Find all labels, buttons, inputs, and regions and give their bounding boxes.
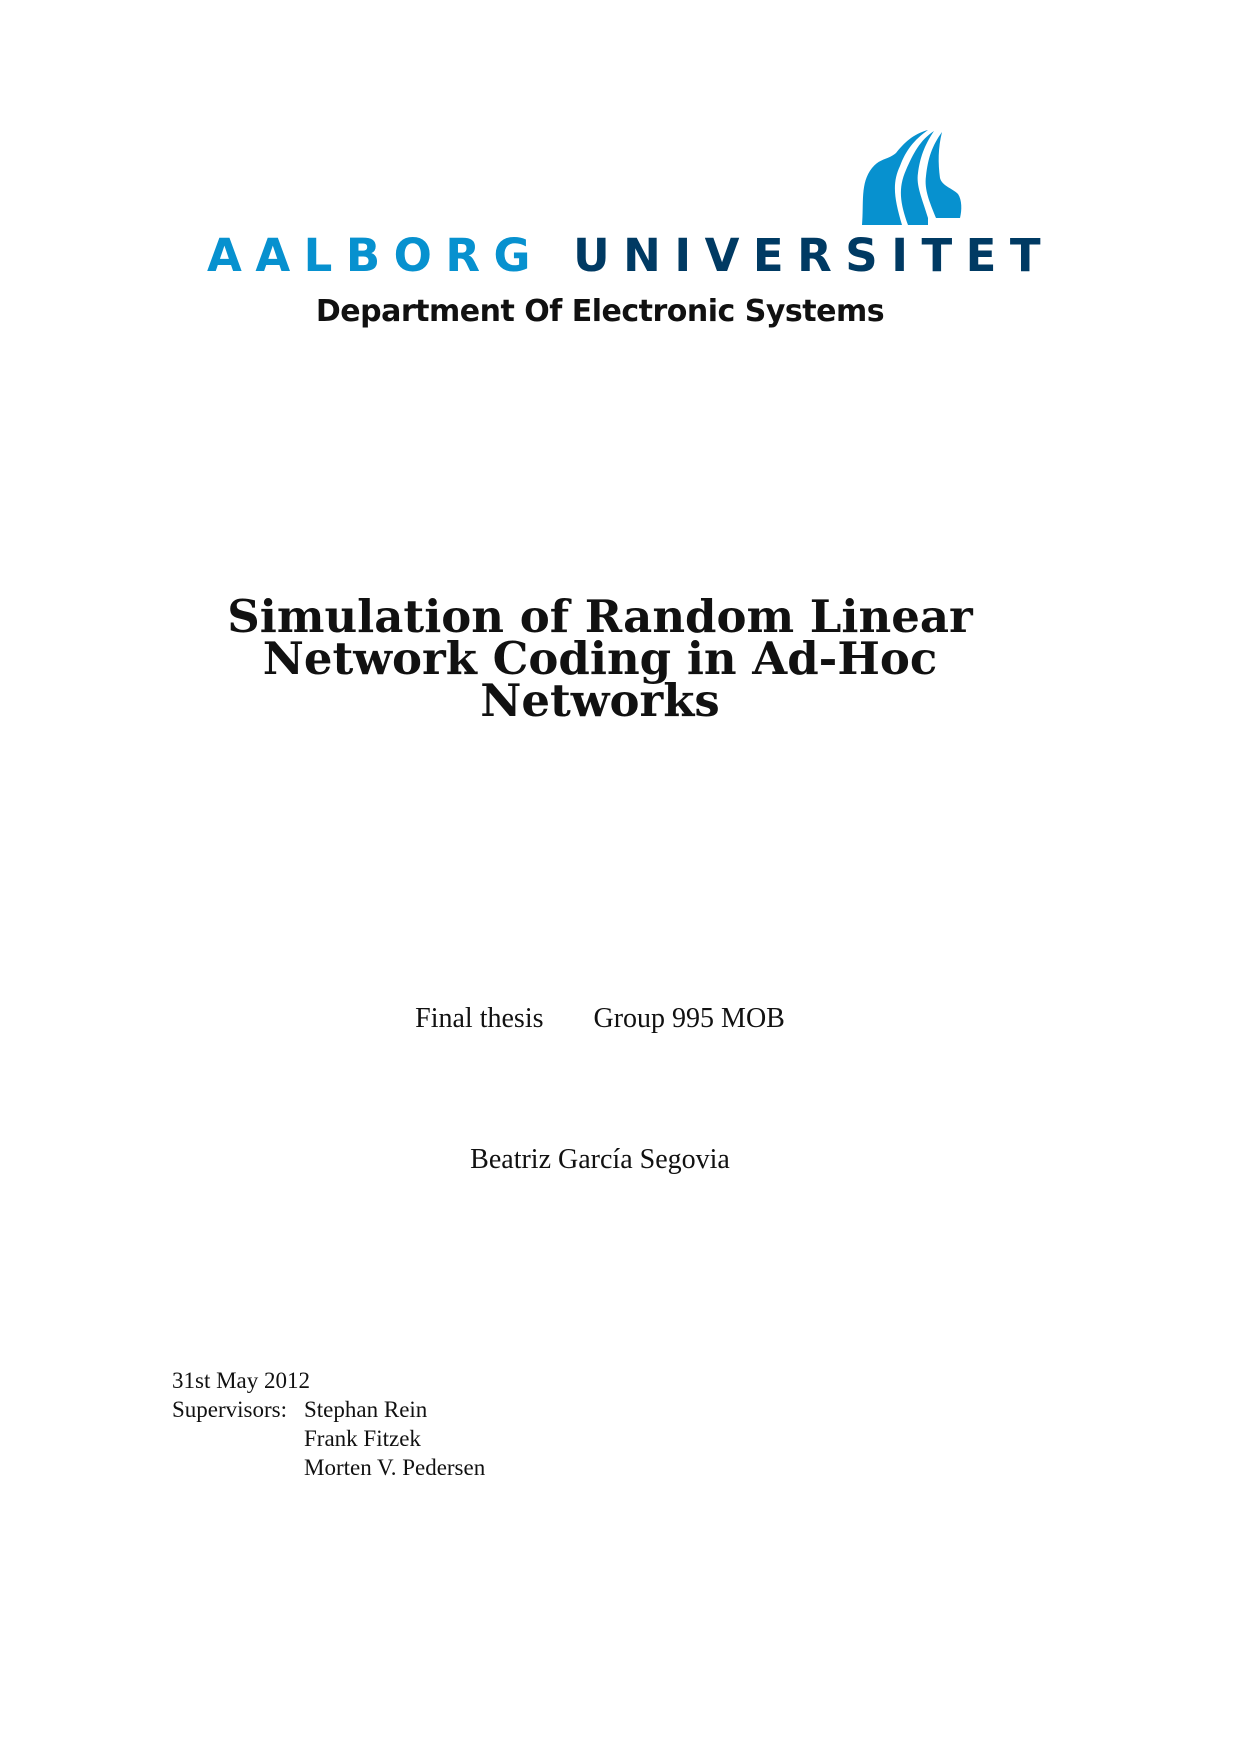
university-wordmark bbox=[207, 229, 1067, 282]
supervisor: Stephan Rein bbox=[304, 1397, 428, 1422]
title-line: Network Coding in Ad-Hoc bbox=[262, 632, 938, 685]
wordmark-aalborg: AALBORG bbox=[207, 229, 544, 282]
department-name: Department Of Electronic Systems bbox=[315, 294, 885, 329]
aalborg-university-logo-icon bbox=[858, 128, 973, 225]
wordmark-universitet: UNIVERSITET bbox=[573, 229, 1055, 282]
thesis-meta bbox=[0, 1003, 1200, 1035]
supervisor: Frank Fitzek bbox=[304, 1426, 421, 1451]
title-line: Networks bbox=[480, 674, 720, 727]
thesis-type: Final thesis bbox=[415, 1003, 544, 1034]
footer-info bbox=[172, 1366, 485, 1482]
group-name: Group 995 MOB bbox=[593, 1003, 785, 1034]
date: 31st May 2012 bbox=[172, 1368, 310, 1393]
title-line: Simulation of Random Linear bbox=[227, 590, 973, 643]
supervisor: Morten V. Pedersen bbox=[304, 1455, 486, 1480]
author-name: Beatriz García Segovia bbox=[470, 1144, 730, 1175]
thesis-title bbox=[180, 590, 1020, 727]
supervisors-label: Supervisors: bbox=[172, 1397, 287, 1422]
